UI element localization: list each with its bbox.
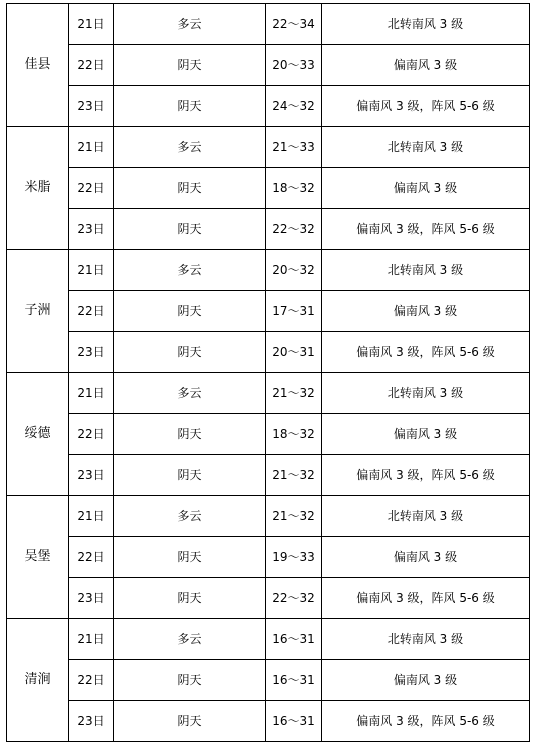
temperature-cell: 20～32 bbox=[266, 250, 322, 291]
station-name: 子洲 bbox=[7, 250, 69, 373]
day-cell: 23日 bbox=[69, 578, 114, 619]
wind-cell: 北转南风 3 级 bbox=[322, 496, 530, 537]
temperature-cell: 21～32 bbox=[266, 455, 322, 496]
station-name: 佳县 bbox=[7, 4, 69, 127]
wind-cell: 北转南风 3 级 bbox=[322, 250, 530, 291]
table-row bbox=[7, 455, 530, 496]
temperature-cell: 22～32 bbox=[266, 578, 322, 619]
temperature-cell: 20～33 bbox=[266, 45, 322, 86]
day-cell: 22日 bbox=[69, 537, 114, 578]
weather-cell: 阴天 bbox=[114, 332, 266, 373]
station-name: 米脂 bbox=[7, 127, 69, 250]
wind-cell: 偏南风 3 级，阵风 5-6 级 bbox=[322, 578, 530, 619]
day-cell: 21日 bbox=[69, 250, 114, 291]
temperature-cell: 21～33 bbox=[266, 127, 322, 168]
weather-cell: 多云 bbox=[114, 4, 266, 45]
weather-cell: 多云 bbox=[114, 127, 266, 168]
temperature-cell: 21～32 bbox=[266, 496, 322, 537]
weather-cell: 阴天 bbox=[114, 414, 266, 455]
day-cell: 21日 bbox=[69, 4, 114, 45]
table-row bbox=[7, 414, 530, 455]
weather-cell: 阴天 bbox=[114, 168, 266, 209]
table-row bbox=[7, 578, 530, 619]
table-row bbox=[7, 168, 530, 209]
day-cell: 23日 bbox=[69, 332, 114, 373]
day-cell: 22日 bbox=[69, 168, 114, 209]
weather-cell: 阴天 bbox=[114, 45, 266, 86]
table-row bbox=[7, 537, 530, 578]
temperature-cell: 22～34 bbox=[266, 4, 322, 45]
weather-cell: 多云 bbox=[114, 619, 266, 660]
temperature-cell: 20～31 bbox=[266, 332, 322, 373]
wind-cell: 北转南风 3 级 bbox=[322, 4, 530, 45]
station-name: 绥德 bbox=[7, 373, 69, 496]
day-cell: 23日 bbox=[69, 701, 114, 742]
table-row bbox=[7, 86, 530, 127]
weather-cell: 阴天 bbox=[114, 86, 266, 127]
weather-cell: 多云 bbox=[114, 373, 266, 414]
day-cell: 23日 bbox=[69, 86, 114, 127]
weather-cell: 阴天 bbox=[114, 291, 266, 332]
wind-cell: 北转南风 3 级 bbox=[322, 373, 530, 414]
wind-cell: 偏南风 3 级，阵风 5-6 级 bbox=[322, 455, 530, 496]
day-cell: 22日 bbox=[69, 660, 114, 701]
table-row bbox=[7, 127, 530, 168]
day-cell: 21日 bbox=[69, 619, 114, 660]
table-row bbox=[7, 332, 530, 373]
temperature-cell: 22～32 bbox=[266, 209, 322, 250]
wind-cell: 偏南风 3 级 bbox=[322, 537, 530, 578]
wind-cell: 偏南风 3 级，阵风 5-6 级 bbox=[322, 701, 530, 742]
temperature-cell: 18～32 bbox=[266, 414, 322, 455]
table-row bbox=[7, 45, 530, 86]
weather-cell: 多云 bbox=[114, 250, 266, 291]
forecast-table bbox=[6, 3, 530, 742]
weather-cell: 多云 bbox=[114, 496, 266, 537]
table-row bbox=[7, 496, 530, 537]
temperature-cell: 19～33 bbox=[266, 537, 322, 578]
table-row bbox=[7, 250, 530, 291]
weather-cell: 阴天 bbox=[114, 455, 266, 496]
table-row bbox=[7, 619, 530, 660]
day-cell: 23日 bbox=[69, 455, 114, 496]
weather-cell: 阴天 bbox=[114, 701, 266, 742]
weather-cell: 阴天 bbox=[114, 537, 266, 578]
day-cell: 21日 bbox=[69, 127, 114, 168]
wind-cell: 北转南风 3 级 bbox=[322, 619, 530, 660]
temperature-cell: 21～32 bbox=[266, 373, 322, 414]
wind-cell: 偏南风 3 级 bbox=[322, 291, 530, 332]
day-cell: 22日 bbox=[69, 45, 114, 86]
temperature-cell: 16～31 bbox=[266, 701, 322, 742]
table-row bbox=[7, 209, 530, 250]
wind-cell: 偏南风 3 级，阵风 5-6 级 bbox=[322, 209, 530, 250]
day-cell: 23日 bbox=[69, 209, 114, 250]
day-cell: 22日 bbox=[69, 291, 114, 332]
station-name: 吴堡 bbox=[7, 496, 69, 619]
weather-cell: 阴天 bbox=[114, 209, 266, 250]
wind-cell: 偏南风 3 级 bbox=[322, 45, 530, 86]
station-name: 清涧 bbox=[7, 619, 69, 742]
page-edge bbox=[0, 0, 536, 3]
weather-cell: 阴天 bbox=[114, 578, 266, 619]
table-row bbox=[7, 660, 530, 701]
temperature-cell: 18～32 bbox=[266, 168, 322, 209]
wind-cell: 偏南风 3 级 bbox=[322, 168, 530, 209]
table-row bbox=[7, 4, 530, 45]
temperature-cell: 24～32 bbox=[266, 86, 322, 127]
wind-cell: 偏南风 3 级 bbox=[322, 414, 530, 455]
weather-cell: 阴天 bbox=[114, 660, 266, 701]
table-row bbox=[7, 373, 530, 414]
day-cell: 21日 bbox=[69, 496, 114, 537]
table-row bbox=[7, 701, 530, 742]
wind-cell: 偏南风 3 级 bbox=[322, 660, 530, 701]
wind-cell: 北转南风 3 级 bbox=[322, 127, 530, 168]
wind-cell: 偏南风 3 级，阵风 5-6 级 bbox=[322, 86, 530, 127]
temperature-cell: 16～31 bbox=[266, 660, 322, 701]
day-cell: 21日 bbox=[69, 373, 114, 414]
table-row bbox=[7, 291, 530, 332]
day-cell: 22日 bbox=[69, 414, 114, 455]
wind-cell: 偏南风 3 级，阵风 5-6 级 bbox=[322, 332, 530, 373]
temperature-cell: 16～31 bbox=[266, 619, 322, 660]
temperature-cell: 17～31 bbox=[266, 291, 322, 332]
